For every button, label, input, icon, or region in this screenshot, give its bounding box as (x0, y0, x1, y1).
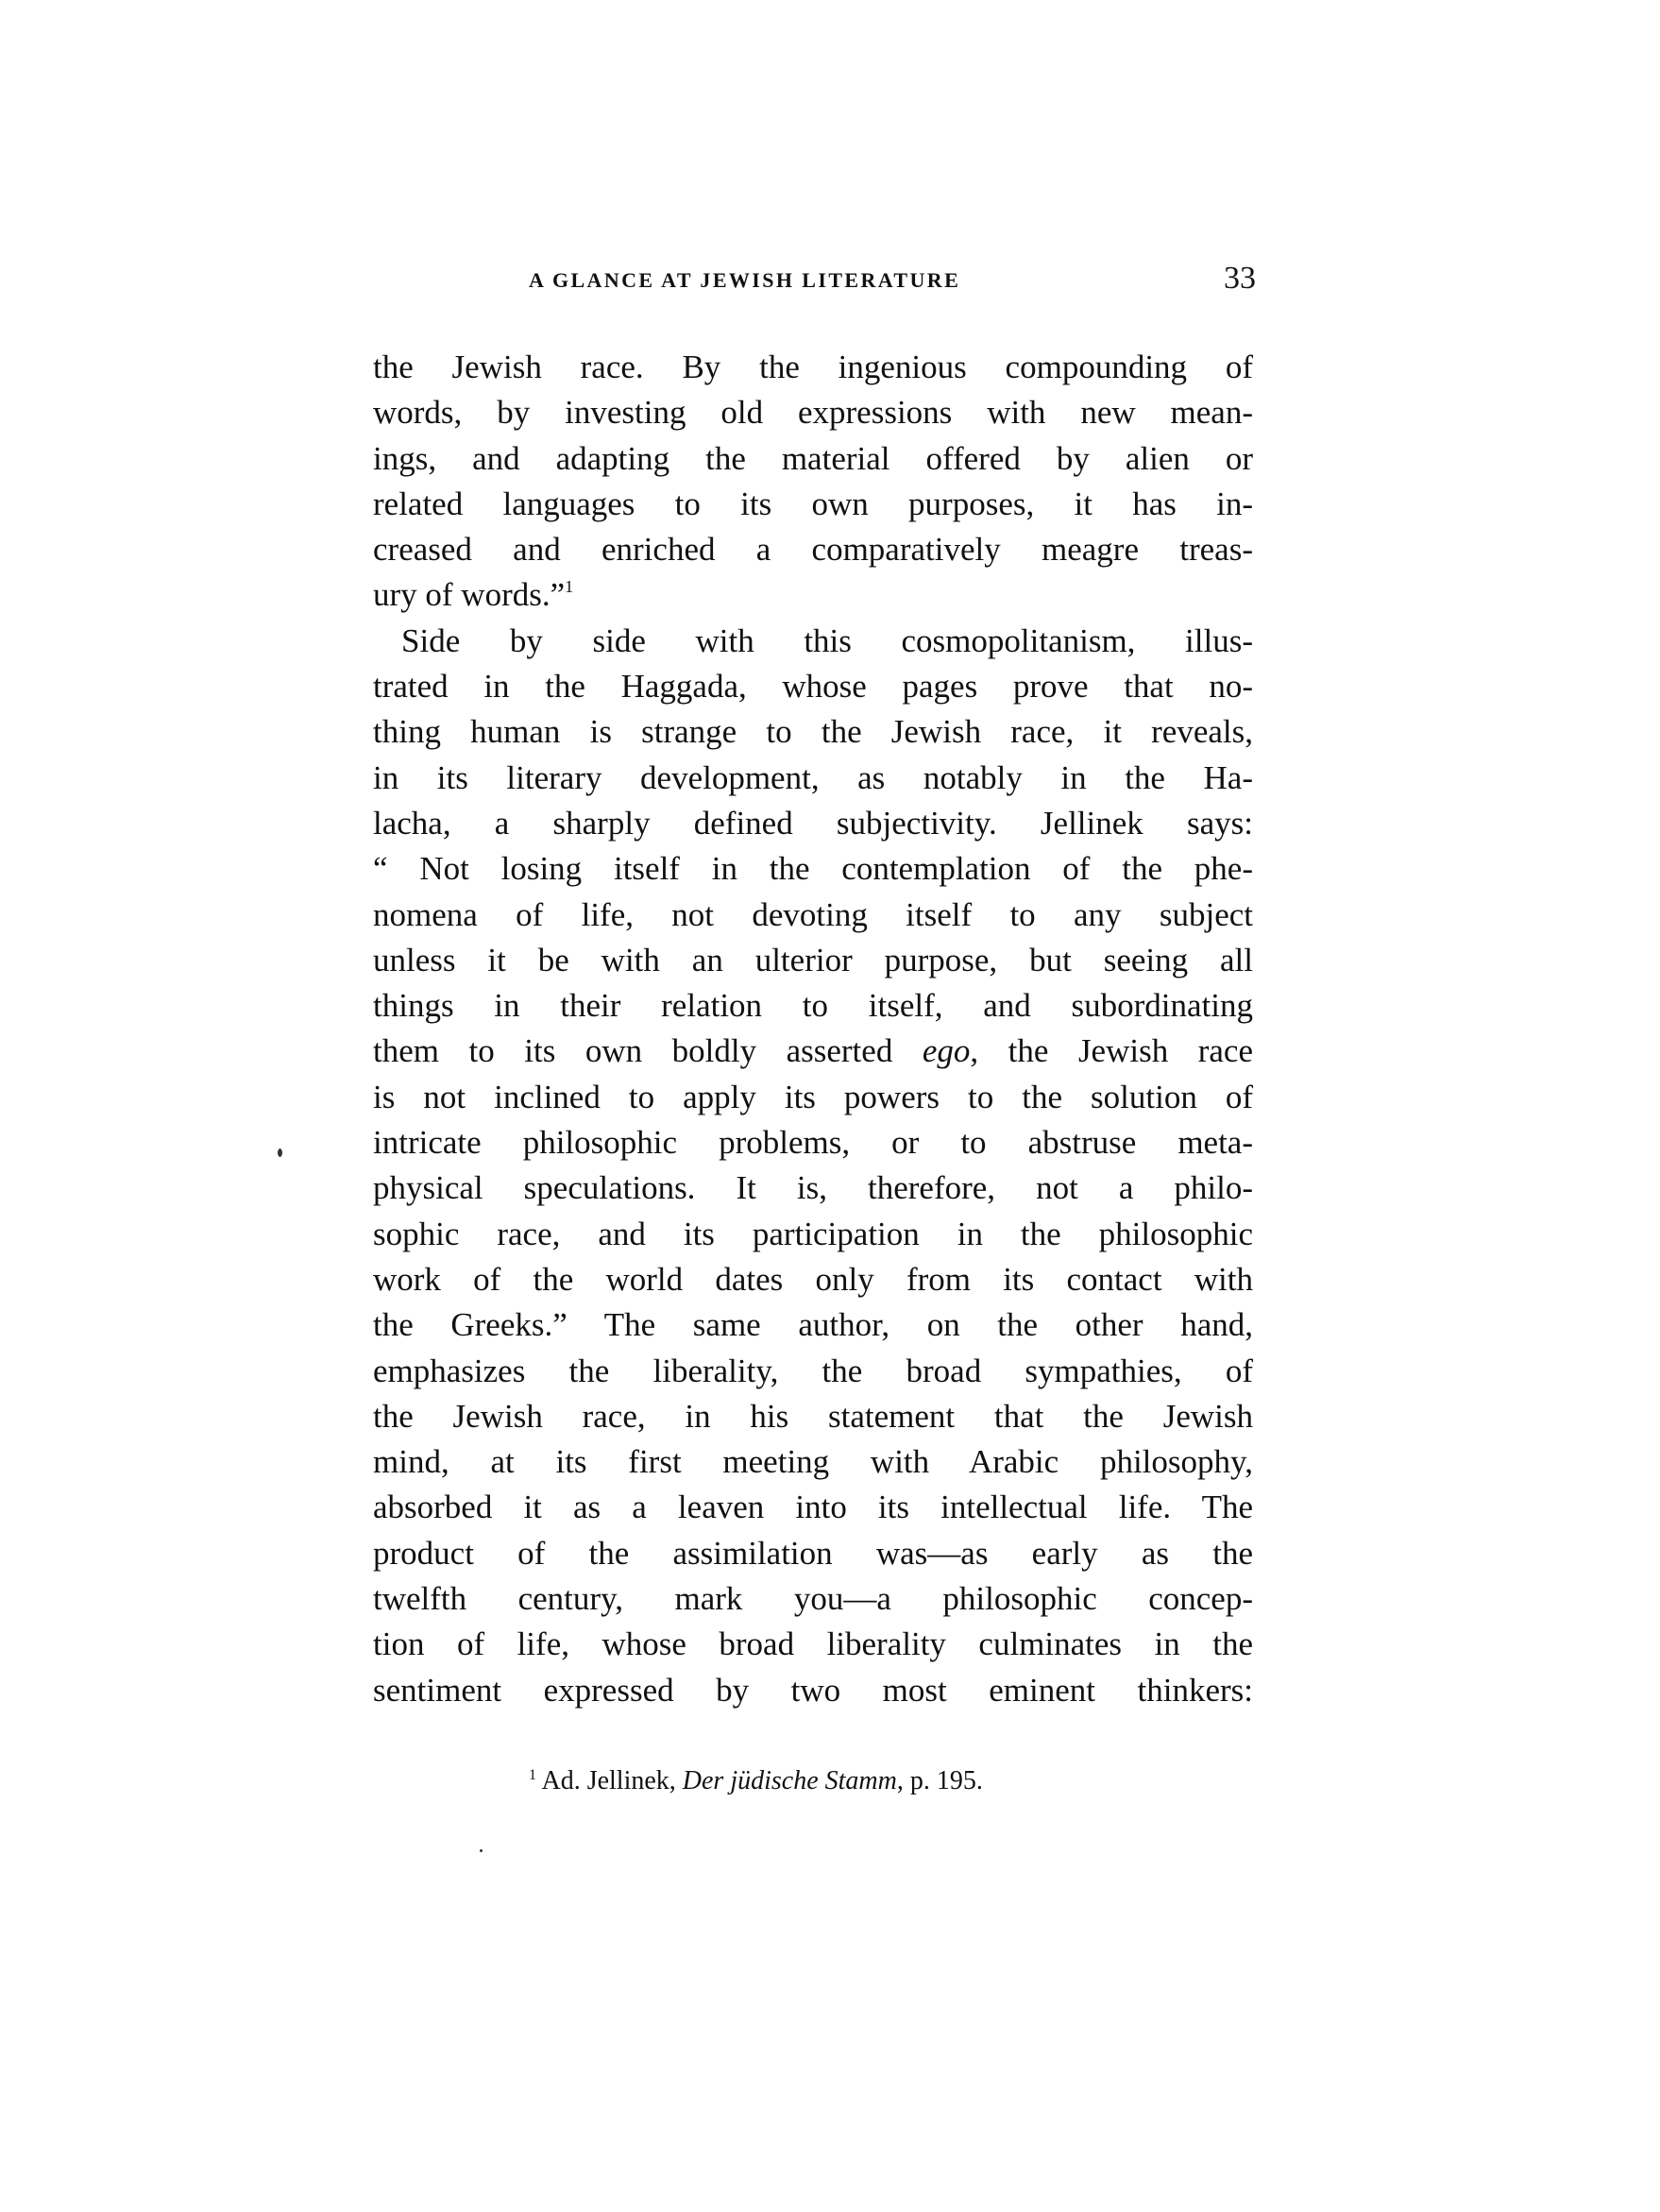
text-line: Side by side with this cosmopolitanism, illus- (401, 621, 1253, 659)
text-fragment: ury of words.” (373, 576, 566, 614)
text-line (373, 1029, 1253, 1074)
text-line: in its literary development, as notably in the Ha- (373, 758, 1253, 796)
text-line: words, by investing old expressions with new mean- (373, 394, 1253, 432)
body-text (373, 345, 1253, 1713)
text-line: mind, at its first meeting with Arabic philosophy, (373, 1443, 1253, 1481)
italic-word: ego (922, 1032, 971, 1070)
scan-speck (480, 1849, 483, 1852)
footnote-page: , p. 195. (896, 1766, 983, 1795)
text-line: absorbed it as a leaven into its intellectual life. The (373, 1489, 1253, 1526)
text-line: physical speculations. It is, therefore, not a philo- (373, 1169, 1253, 1207)
text-line: creased and enriched a comparatively meagre treas- (373, 531, 1253, 569)
text-line: is not inclined to apply its powers to the solution of (373, 1078, 1253, 1115)
text-line: thing human is strange to the Jewish race, it reveals, (373, 713, 1253, 751)
footnote (529, 1766, 983, 1796)
text-line: tion of life, whose broad liberality culminates in the (373, 1625, 1253, 1663)
text-line (373, 572, 1253, 618)
text-line: lacha, a sharply defined subjectivity. Jellinek says: (373, 804, 1253, 842)
running-title: A GLANCE AT JEWISH LITERATURE (529, 268, 961, 292)
text-line: nomena of life, not devoting itself to any subject (373, 895, 1253, 933)
text-line: ings, and adapting the material offered by alien or (373, 439, 1253, 477)
text-line: the Jewish race, in his statement that the Jewish (373, 1397, 1253, 1435)
text-fragment: , the Jewish race (970, 1032, 1253, 1070)
text-fragment: them to its own boldly asserted (373, 1032, 923, 1070)
text-line: unless it be with an ulterior purpose, but seeing all (373, 941, 1253, 978)
footnote-reference: 1 (565, 577, 574, 597)
text-line: the Jewish race. By the ingenious compounding of (373, 349, 1253, 385)
footnote-title: Der jüdische Stamm (682, 1766, 897, 1795)
text-line: intricate philosophic problems, or to abstruse meta- (373, 1124, 1253, 1162)
footnote-marker: 1 (529, 1767, 536, 1783)
text-line: related languages to its own purposes, it has in- (373, 485, 1253, 522)
text-line: the Greeks.” The same author, on the other hand, (373, 1306, 1253, 1344)
running-head (529, 261, 1256, 298)
scan-speck (278, 1149, 282, 1157)
footnote-author: Ad. Jellinek, (541, 1766, 683, 1795)
text-line: things in their relation to itself, and subordinating (373, 987, 1253, 1025)
page-number: 33 (1224, 261, 1256, 296)
text-line: “ Not losing itself in the contemplation of the phe- (373, 850, 1253, 888)
text-line: work of the world dates only from its contact with (373, 1260, 1253, 1298)
text-line: emphasizes the liberality, the broad sympathies, of (373, 1352, 1253, 1389)
text-line: twelfth century, mark you—a philosophic concep- (373, 1580, 1253, 1618)
text-line: product of the assimilation was—as early as the (373, 1534, 1253, 1572)
text-line: trated in the Haggada, whose pages prove that no- (373, 668, 1253, 706)
text-line: sophic race, and its participation in the philosophic (373, 1215, 1253, 1252)
text-line: sentiment expressed by two most eminent thinkers: (373, 1671, 1253, 1709)
